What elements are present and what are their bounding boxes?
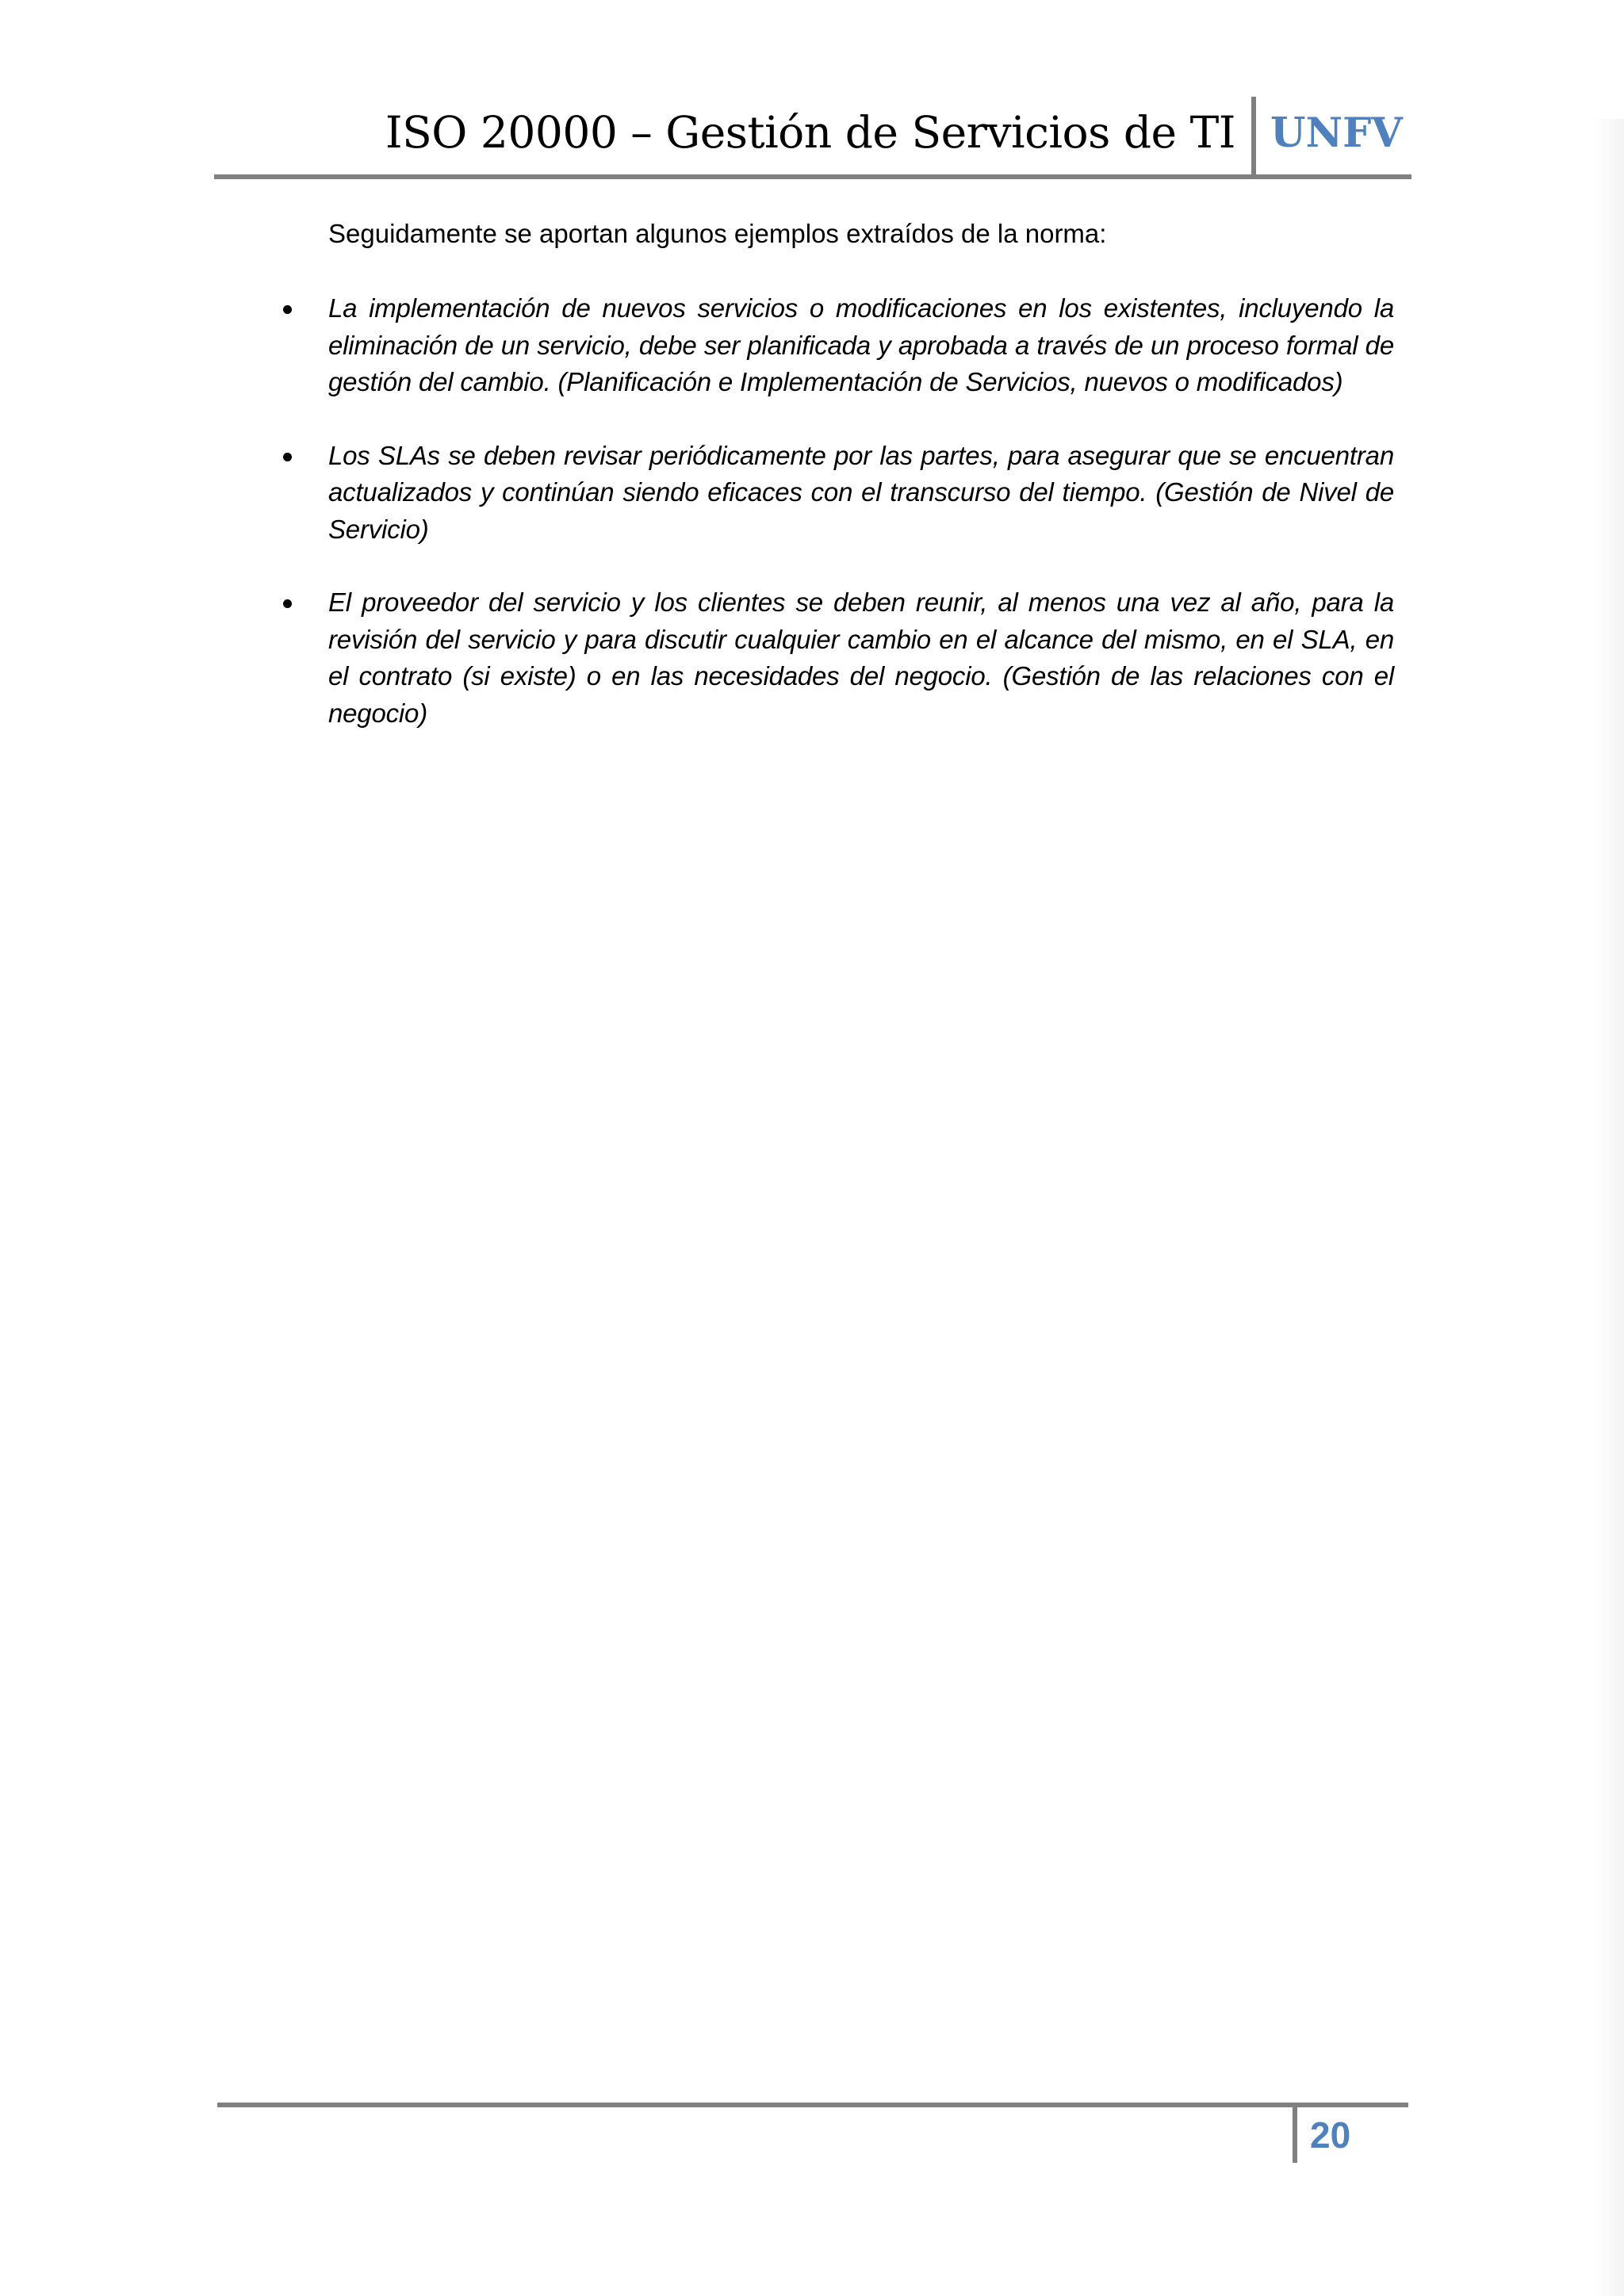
intro-paragraph: Seguidamente se aportan algunos ejemplos extraídos de la norma: [328,219,1107,248]
page-edge-shadow [1592,119,1624,2296]
footer-separator [1293,2107,1297,2163]
list-item [278,290,1394,401]
list-item [278,438,1394,549]
list-item [278,584,1394,732]
bullet-icon [283,305,292,314]
list-item-text: El proveedor del servicio y los clientes se deben reunir, al menos una vez al año, para la revisión del servicio y para discutir cualquier cambio en el alcance del mismo, en el SLA, en el contrato (si existe) o en las necesidades del negocio. (Gestión de las relaciones con el negocio) [328,587,1394,728]
bullet-icon [283,599,292,608]
footer-rule [217,2103,1408,2107]
organization-name: UNFV [1270,109,1403,157]
page-number: 20 [1310,2114,1351,2156]
document-title: ISO 20000 – Gestión de Servicios de TI [385,107,1235,158]
page-header [214,94,1411,181]
list-item-text: Los SLAs se deben revisar periódicamente por las partes, para asegurar que se encuentran actualizados y continúan siendo eficaces con el transcurso del tiempo. (Gestión de Nivel de Servicio) [328,440,1394,544]
examples-list [278,290,1394,768]
header-separator [1251,97,1256,178]
list-item-text: La implementación de nuevos servicios o modificaciones en los existentes, incluyendo la eliminación de un servicio, debe ser planificada y aprobada a través de un proceso formal de gestión del cambio. (Planificación e Implementación de Servicios, nuevos o modificados) [328,293,1394,396]
bullet-icon [283,453,292,461]
header-rule [214,174,1411,179]
